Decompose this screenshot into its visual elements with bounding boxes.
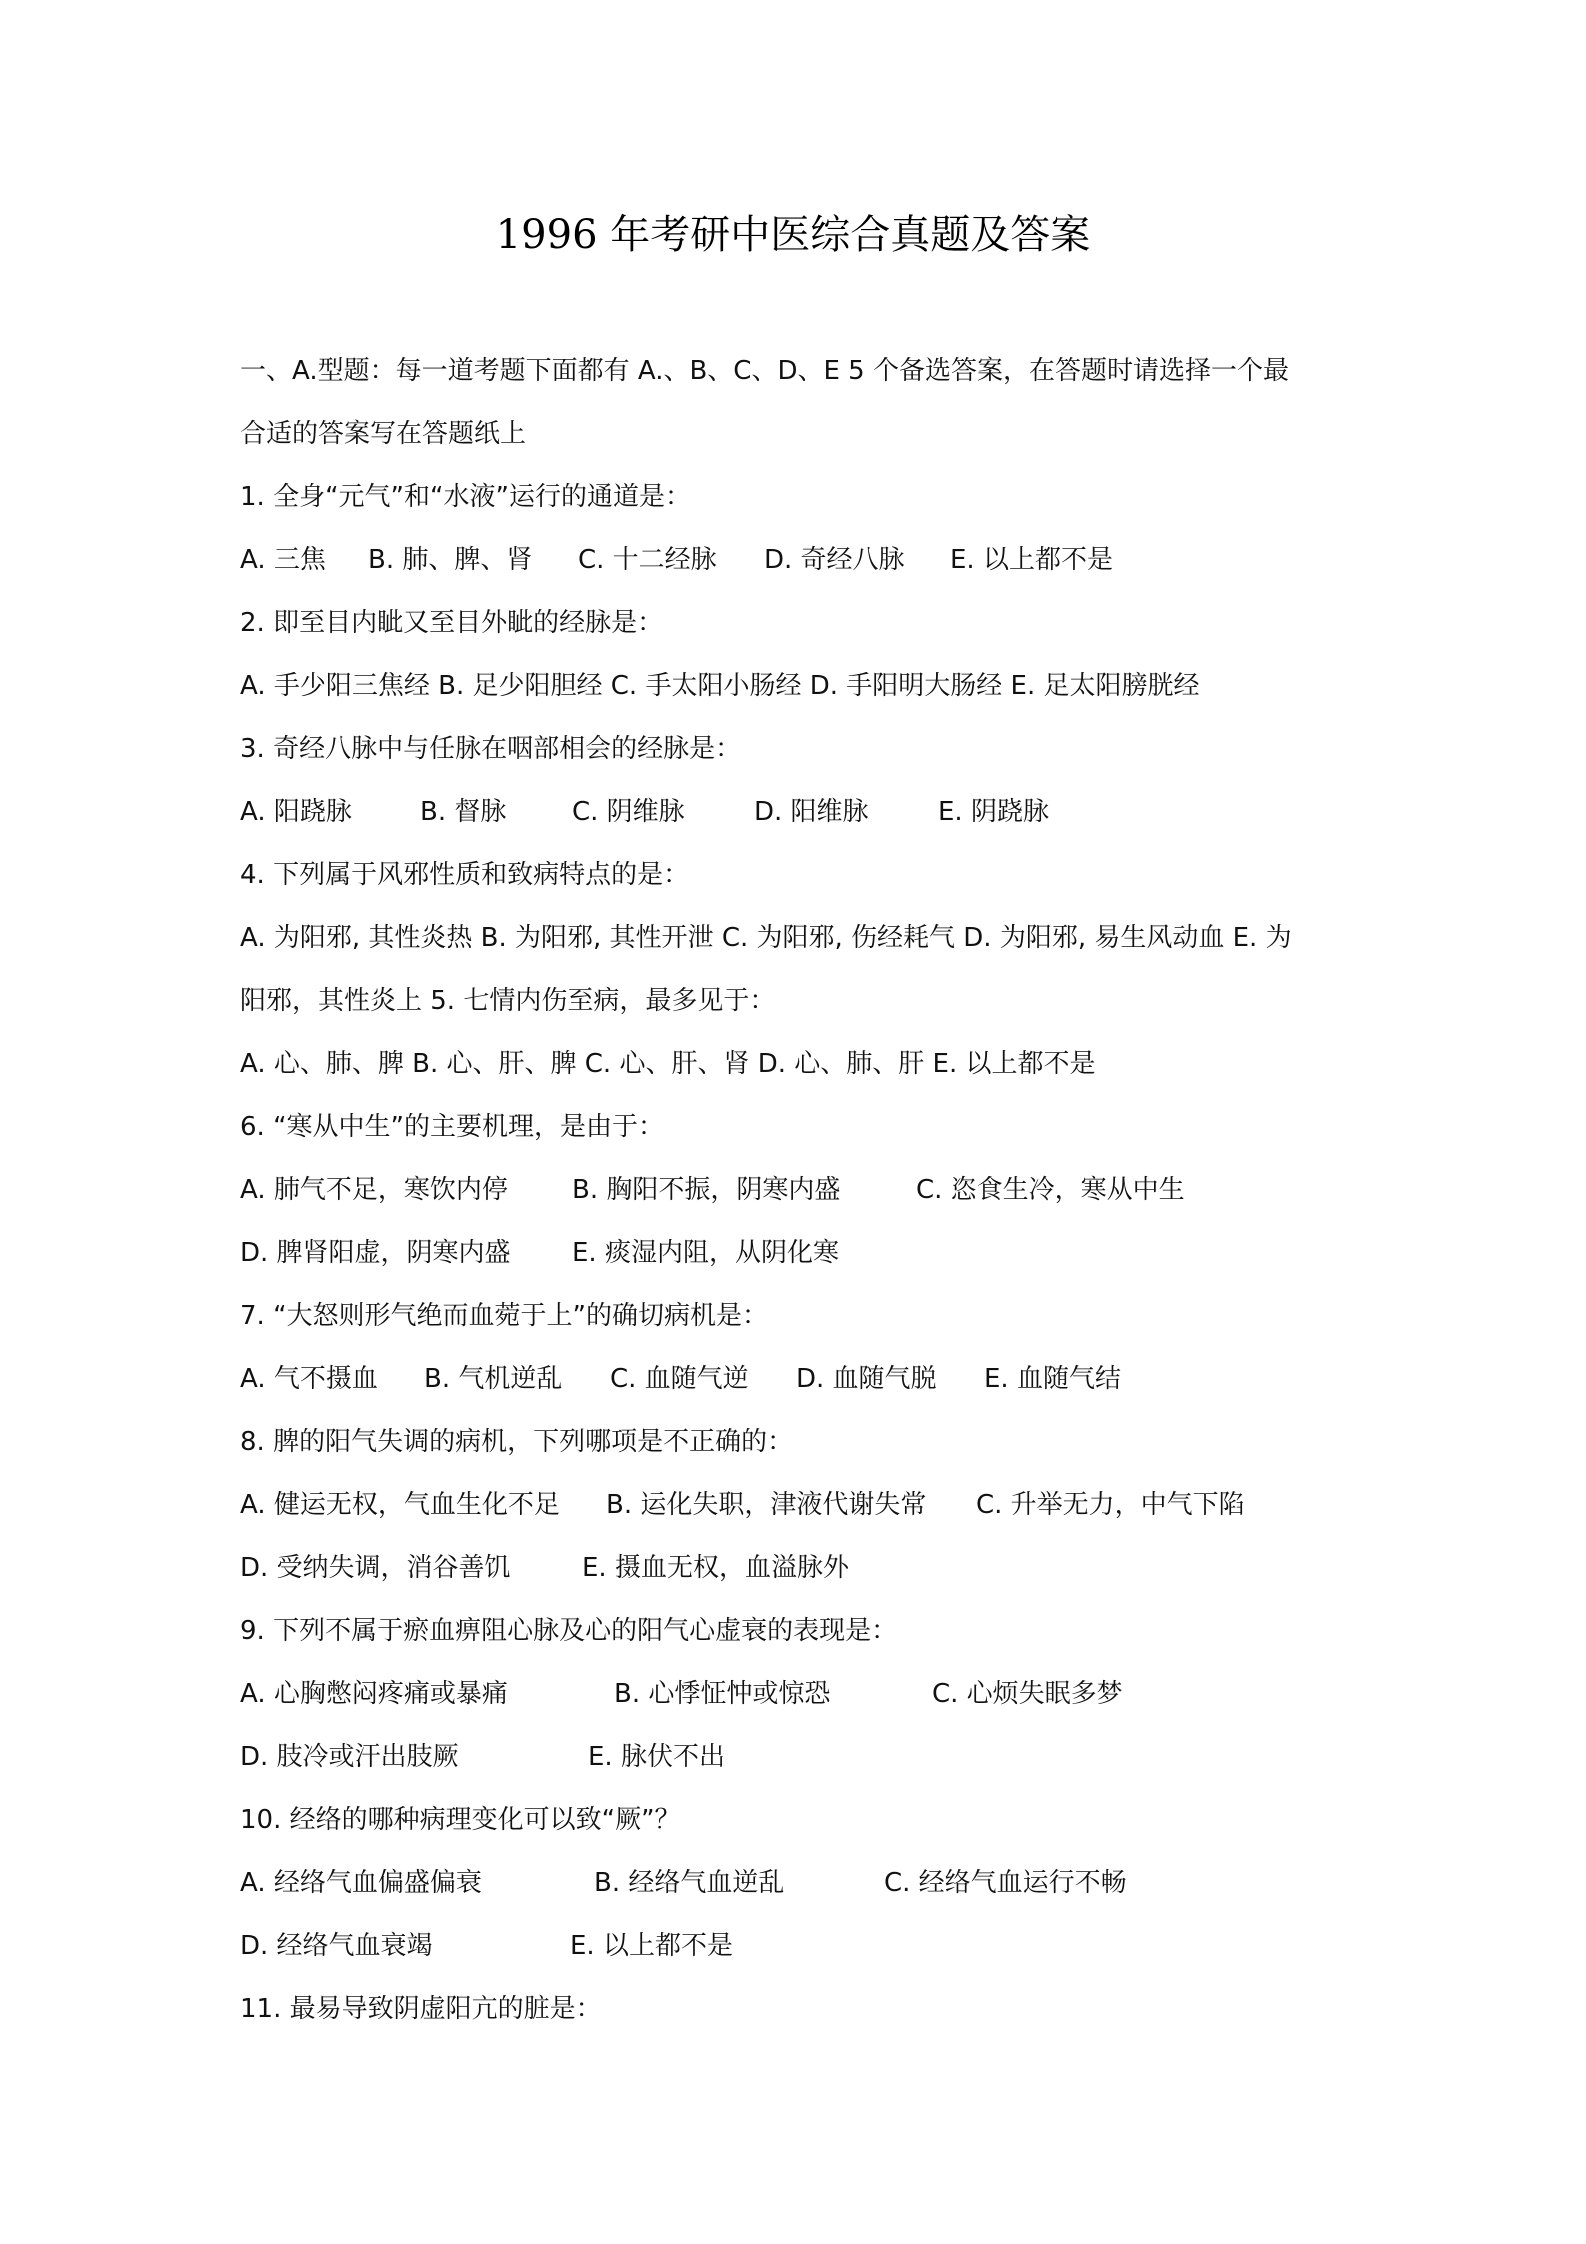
section-intro-line-1: 一、A.型题：每一道考题下面都有 A.、B、C、D、E 5 个备选答案，在答题时请选择一个最 [240,356,1289,386]
question-2-stem: 2. 即至目内眦又至目外眦的经脉是： [240,608,664,638]
q7-option-c: C. 血随气逆 [610,1364,749,1394]
q9-option-a: A. 心胸憋闷疼痛或暴痛 [240,1679,508,1709]
q9-option-d: D. 肢冷或汗出肢厥 [240,1742,459,1772]
q1-option-e: E. 以上都不是 [950,545,1113,575]
page-title: 1996 年考研中医综合真题及答案 [495,212,1091,258]
question-3-options [240,781,1360,844]
question-1-stem: 1. 全身“元气”和“水液”运行的通道是： [240,482,691,512]
question-6-stem: 6. “寒从中生”的主要机理，是由于： [240,1112,665,1142]
q8-option-b: B. 运化失职，津液代谢失常 [606,1490,927,1520]
section-intro-line-2: 合适的答案写在答题纸上 [240,419,527,449]
q7-option-a: A. 气不摄血 [240,1364,378,1394]
question-4-options-line-1: A. 为阳邪, 其性炎热 B. 为阳邪, 其性开泄 C. 为阳邪, 伤经耗气 D. 为阳邪, 易生风动血 E. 为 [240,923,1292,953]
q9-option-b: B. 心悸怔忡或惊恐 [614,1679,831,1709]
question-11-stem: 11. 最易导致阴虚阳亢的脏是： [240,1994,602,2024]
q3-option-d: D. 阳维脉 [754,797,869,827]
q8-option-a: A. 健运无权，气血生化不足 [240,1490,560,1520]
q7-option-d: D. 血随气脱 [796,1364,937,1394]
question-10-stem: 10. 经络的哪种病理变化可以致“厥”？ [240,1805,681,1835]
question-7-stem: 7. “大怒则形气绝而血菀于上”的确切病机是： [240,1301,769,1331]
q6-option-b: B. 胸阳不振，阴寒内盛 [572,1175,841,1205]
q3-option-a: A. 阳跷脉 [240,797,352,827]
q6-option-c: C. 恣食生冷，寒从中生 [916,1175,1185,1205]
q6-option-a: A. 肺气不足，寒饮内停 [240,1175,508,1205]
q1-option-a: A. 三焦 [240,545,326,575]
q6-option-e: E. 痰湿内阻，从阴化寒 [572,1238,839,1268]
question-6-options-row-2 [240,1222,1360,1285]
q10-option-d: D. 经络气血衰竭 [240,1931,433,1961]
question-4-options-line-2: 阳邪，其性炎上 5. 七情内伤至病，最多见于： [240,986,776,1016]
q1-option-d: D. 奇经八脉 [764,545,905,575]
q6-option-d: D. 脾肾阳虚，阴寒内盛 [240,1238,511,1268]
question-7-options [240,1348,1360,1411]
question-5-options: A. 心、肺、脾 B. 心、肝、脾 C. 心、肝、肾 D. 心、肺、肝 E. 以上都不是 [240,1049,1096,1079]
question-8-options-row-1 [240,1474,1360,1537]
question-2-options: A. 手少阳三焦经 B. 足少阳胆经 C. 手太阳小肠经 D. 手阳明大肠经 E. 足太阳膀胱经 [240,671,1200,701]
question-10-options-row-2 [240,1915,1360,1978]
question-8-options-row-2 [240,1537,1360,1600]
q3-option-b: B. 督脉 [420,797,507,827]
question-6-options-row-1 [240,1159,1360,1222]
question-4-stem: 4. 下列属于风邪性质和致病特点的是： [240,860,690,890]
q10-option-e: E. 以上都不是 [570,1931,733,1961]
q10-option-c: C. 经络气血运行不畅 [884,1868,1127,1898]
question-9-stem: 9. 下列不属于瘀血痹阻心脉及心的阳气心虚衰的表现是： [240,1616,898,1646]
q7-option-e: E. 血随气结 [984,1364,1121,1394]
question-10-options-row-1 [240,1852,1360,1915]
question-3-stem: 3. 奇经八脉中与任脉在咽部相会的经脉是： [240,734,742,764]
q3-option-e: E. 阴跷脉 [938,797,1049,827]
question-9-options-row-2 [240,1726,1360,1789]
question-8-stem: 8. 脾的阳气失调的病机，下列哪项是不正确的： [240,1427,794,1457]
q9-option-c: C. 心烦失眠多梦 [932,1679,1123,1709]
q10-option-b: B. 经络气血逆乱 [594,1868,785,1898]
exam-body [240,340,1360,2041]
q1-option-b: B. 肺、脾、肾 [368,545,533,575]
q8-option-d: D. 受纳失调，消谷善饥 [240,1553,511,1583]
q8-option-c: C. 升举无力，中气下陷 [976,1490,1245,1520]
q1-option-c: C. 十二经脉 [578,545,717,575]
question-9-options-row-1 [240,1663,1360,1726]
q10-option-a: A. 经络气血偏盛偏衰 [240,1868,482,1898]
q9-option-e: E. 脉伏不出 [588,1742,725,1772]
q8-option-e: E. 摄血无权，血溢脉外 [582,1553,849,1583]
question-1-options [240,529,1360,592]
q7-option-b: B. 气机逆乱 [424,1364,563,1394]
q3-option-c: C. 阴维脉 [572,797,685,827]
